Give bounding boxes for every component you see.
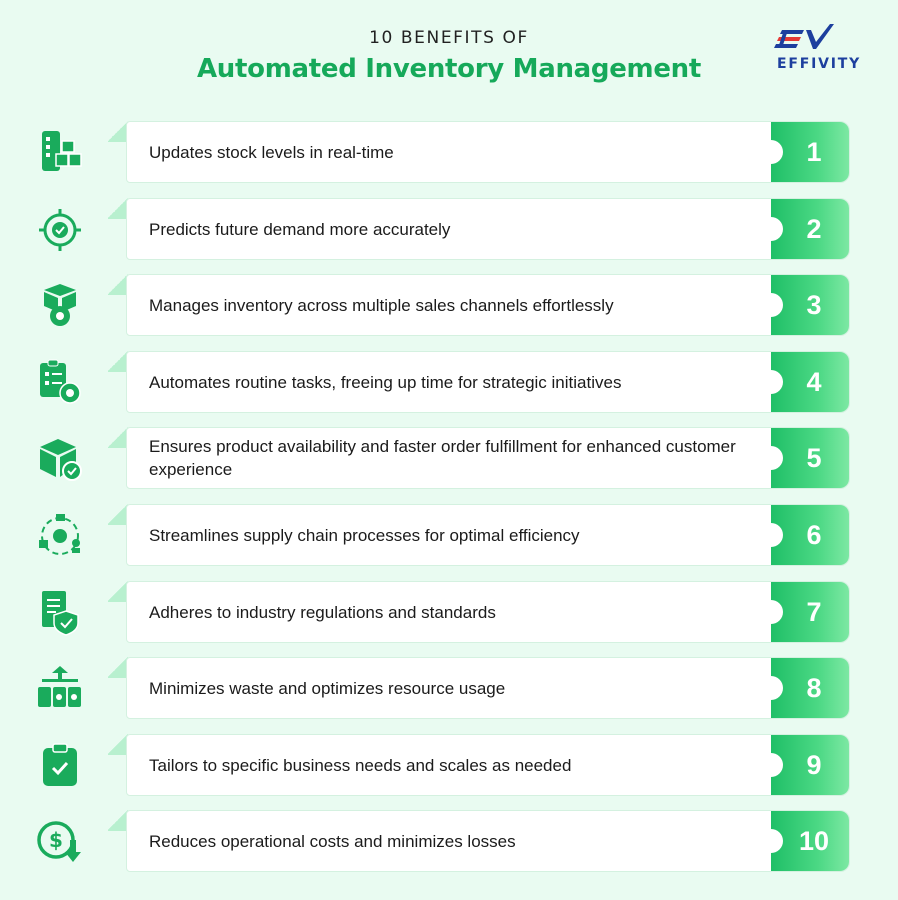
document-shield-icon — [36, 589, 84, 637]
benefit-number — [771, 199, 849, 259]
benefit-card — [126, 810, 850, 872]
benefit-text: Tailors to specific business needs and scales as needed — [149, 755, 572, 775]
number-notch — [759, 676, 783, 700]
ev-logo-mark — [760, 22, 878, 56]
card-tab-decoration — [108, 503, 128, 525]
benefit-number-text: 3 — [806, 289, 822, 320]
benefit-text: Predicts future demand more accurately — [149, 219, 451, 239]
benefit-text: Manages inventory across multiple sales channels effortlessly — [149, 295, 614, 315]
number-notch — [759, 523, 783, 547]
benefit-card — [126, 734, 850, 796]
dollar-down-icon — [36, 818, 84, 866]
clipboard-check-icon — [36, 742, 84, 790]
benefit-row — [0, 733, 898, 797]
benefit-row — [0, 120, 898, 184]
benefit-row — [0, 809, 898, 873]
clipboard-gear-icon — [36, 359, 84, 407]
benefit-number — [771, 352, 849, 412]
number-notch — [759, 829, 783, 853]
stock-boxes-icon — [36, 129, 84, 177]
benefit-number-text: 4 — [806, 366, 822, 397]
benefit-text: Automates routine tasks, freeing up time for strategic initiatives — [149, 372, 622, 392]
benefit-number — [771, 505, 849, 565]
benefit-number-text: 5 — [806, 442, 822, 473]
number-notch — [759, 140, 783, 164]
card-tab-decoration — [108, 273, 128, 295]
page-title: Automated Inventory Management — [196, 54, 702, 84]
page-subtitle: 10 BENEFITS OF — [369, 28, 529, 48]
box-gear-icon — [36, 282, 84, 330]
benefit-number — [771, 122, 849, 182]
benefit-number — [771, 658, 849, 718]
benefit-number-text: 1 — [806, 136, 822, 167]
benefit-row — [0, 273, 898, 337]
target-check-icon — [36, 206, 84, 254]
benefit-row — [0, 197, 898, 261]
card-tab-decoration — [108, 120, 128, 142]
benefit-row — [0, 656, 898, 720]
benefit-card — [126, 657, 850, 719]
benefit-row — [0, 503, 898, 567]
number-notch — [759, 446, 783, 470]
benefit-text: Adheres to industry regulations and standards — [149, 602, 496, 622]
effivity-logo — [760, 22, 878, 72]
benefit-text: Reduces operational costs and minimizes losses — [149, 831, 516, 851]
number-notch — [759, 600, 783, 624]
benefit-row — [0, 350, 898, 414]
benefit-card — [126, 427, 850, 489]
brand-name: EFFIVITY — [776, 56, 862, 72]
number-notch — [759, 753, 783, 777]
benefit-text: Ensures product availability and faster order fulfillment for enhanced customer experience — [149, 437, 736, 479]
benefit-card — [126, 198, 850, 260]
benefit-card — [126, 274, 850, 336]
benefit-row — [0, 580, 898, 644]
benefit-card — [126, 351, 850, 413]
card-tab-decoration — [108, 809, 128, 831]
benefit-number-text: 8 — [806, 672, 822, 703]
benefit-text: Updates stock levels in real-time — [149, 142, 394, 162]
benefit-number-text: 10 — [798, 825, 830, 856]
benefit-card — [126, 504, 850, 566]
benefit-number — [771, 735, 849, 795]
card-tab-decoration — [108, 426, 128, 448]
benefit-text: Streamlines supply chain processes for optimal efficiency — [149, 525, 580, 545]
benefit-number-text: 6 — [806, 519, 822, 550]
card-tab-decoration — [108, 350, 128, 372]
benefit-number — [771, 582, 849, 642]
benefit-number — [771, 811, 849, 871]
supply-chain-cycle-icon — [36, 512, 84, 560]
benefit-card — [126, 121, 850, 183]
benefit-number-text: 7 — [806, 596, 822, 627]
benefit-text: Minimizes waste and optimizes resource usage — [149, 678, 506, 698]
card-tab-decoration — [108, 197, 128, 219]
package-check-icon — [36, 435, 84, 483]
number-notch — [759, 217, 783, 241]
benefit-number — [771, 428, 849, 488]
benefit-card — [126, 581, 850, 643]
benefit-number-text: 9 — [806, 749, 822, 780]
svg-text:$: $ — [49, 828, 63, 852]
benefit-number — [771, 275, 849, 335]
recycle-bins-icon — [36, 665, 84, 713]
benefit-number-text: 2 — [806, 213, 822, 244]
benefit-row — [0, 426, 898, 490]
card-tab-decoration — [108, 733, 128, 755]
number-notch — [759, 293, 783, 317]
card-tab-decoration — [108, 656, 128, 678]
card-tab-decoration — [108, 580, 128, 602]
number-notch — [759, 370, 783, 394]
